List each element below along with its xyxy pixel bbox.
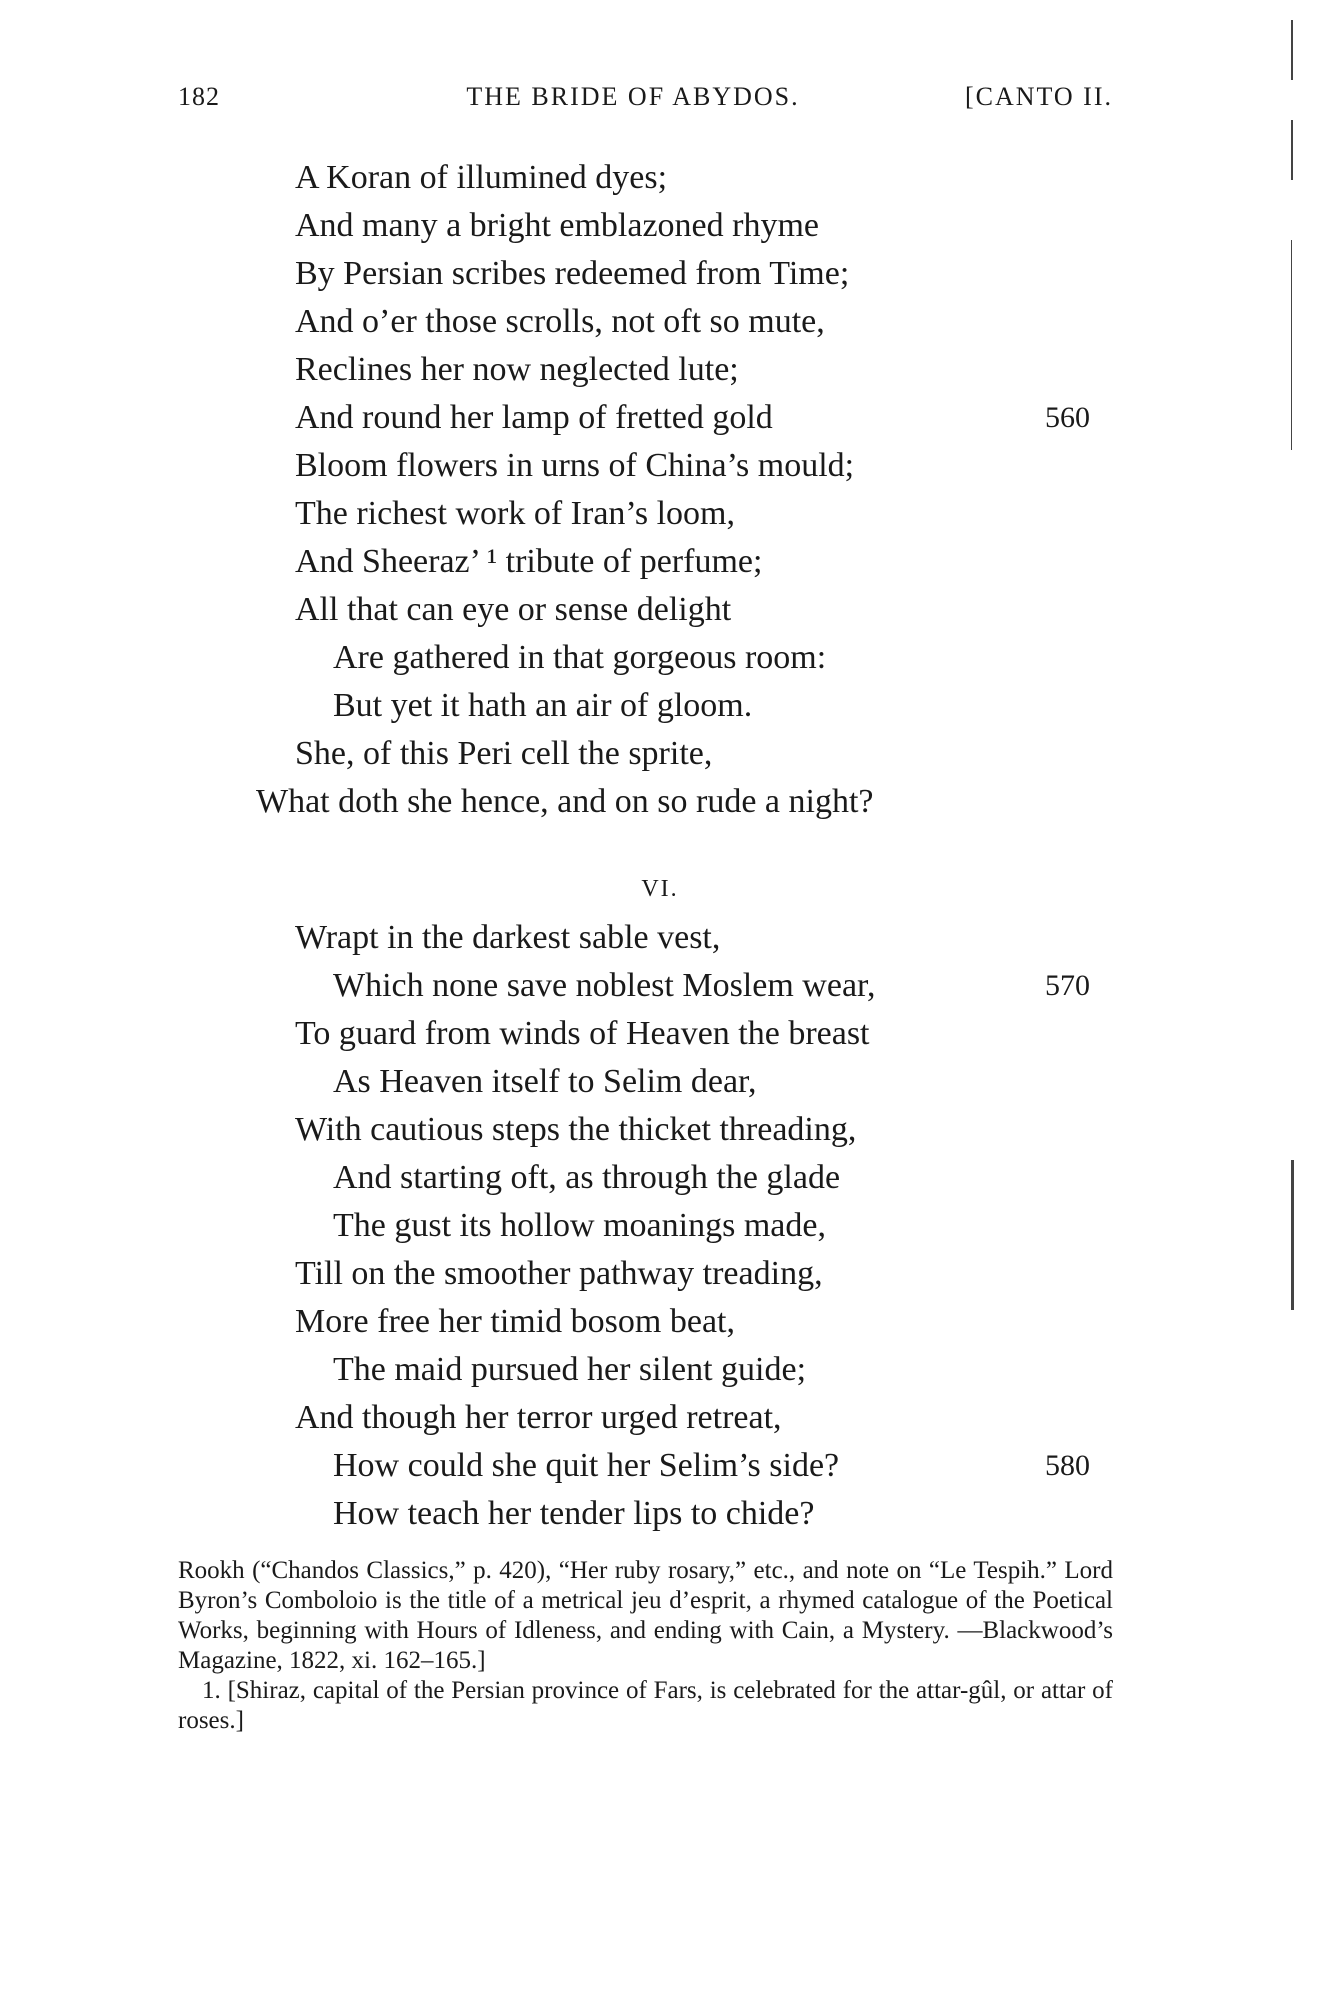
running-title: THE BRIDE OF ABYDOS. xyxy=(466,82,800,111)
verse-line: As Heaven itself to Selim dear, xyxy=(333,1063,757,1100)
line-number: 560 xyxy=(1045,401,1090,434)
line-number: 580 xyxy=(1045,1449,1090,1482)
page-edge-mark xyxy=(1291,20,1293,80)
verse-line: By Persian scribes redeemed from Time; xyxy=(295,255,850,292)
verse-line: And round her lamp of fretted gold xyxy=(295,399,773,436)
verse-line: The gust its hollow moanings made, xyxy=(333,1207,826,1244)
verse-line: Till on the smoother pathway treading, xyxy=(295,1255,823,1292)
footnote-1: 1. [Shiraz, capital of the Persian province of Fars, is celebrated for the attar-gûl, or attar of roses.] xyxy=(178,1677,1113,1734)
verse-line: And starting oft, as through the glade xyxy=(333,1159,841,1196)
verse-line: All that can eye or sense delight xyxy=(295,591,732,628)
page-number: 182 xyxy=(178,82,220,111)
verse-line: Which none save noblest Moslem wear, xyxy=(333,967,876,1004)
page-edge-mark xyxy=(1291,240,1292,450)
verse-line: Are gathered in that gorgeous room: xyxy=(333,639,827,676)
page-edge-mark xyxy=(1291,120,1293,180)
verse-line: And though her terror urged retreat, xyxy=(295,1399,782,1436)
footnote-continuation: Rookh (“Chandos Classics,” p. 420), “Her ruby rosary,” etc., and note on “Le Tespih.” Lord Byron’s Comboloio is the title of a metrical jeu d’esprit, a rhymed catalogue of the Poetical Works, beginning with Hours of Idleness, and ending with Cain, a Mystery. —Blackwood’s Magazine, 1822, xi. 162–165.] xyxy=(178,1557,1113,1674)
verse-line: A Koran of illumined dyes; xyxy=(295,159,668,196)
verse-line: And o’er those scrolls, not oft so mute, xyxy=(295,303,825,340)
verse-line: How could she quit her Selim’s side? xyxy=(333,1447,840,1484)
canto-label: [CANTO II. xyxy=(964,82,1113,111)
page-edge-mark xyxy=(1291,1160,1294,1310)
verse-line: Reclines her now neglected lute; xyxy=(295,351,739,388)
verse-line: What doth she hence, and on so rude a night? xyxy=(256,783,874,820)
verse-line: How teach her tender lips to chide? xyxy=(333,1495,815,1532)
verse-line: The maid pursued her silent guide; xyxy=(333,1351,807,1388)
verse-line: To guard from winds of Heaven the breast xyxy=(295,1015,870,1052)
verse-line: More free her timid bosom beat, xyxy=(295,1303,735,1340)
verse-line: Wrapt in the darkest sable vest, xyxy=(295,919,721,956)
verse-line: Bloom flowers in urns of China’s mould; xyxy=(295,447,855,484)
verse-line: She, of this Peri cell the sprite, xyxy=(295,735,713,772)
verse-line: With cautious steps the thicket threading, xyxy=(295,1111,857,1148)
running-header xyxy=(178,82,1113,122)
verse-line: But yet it hath an air of gloom. xyxy=(333,687,753,724)
verse-line: The richest work of Iran’s loom, xyxy=(295,495,735,532)
verse-line: And many a bright emblazoned rhyme xyxy=(295,207,820,244)
line-number: 570 xyxy=(1045,969,1090,1002)
section-heading: VI. xyxy=(641,876,679,902)
verse-line: And Sheeraz’ ¹ tribute of perfume; xyxy=(295,543,763,580)
footnotes xyxy=(178,1556,1113,1736)
